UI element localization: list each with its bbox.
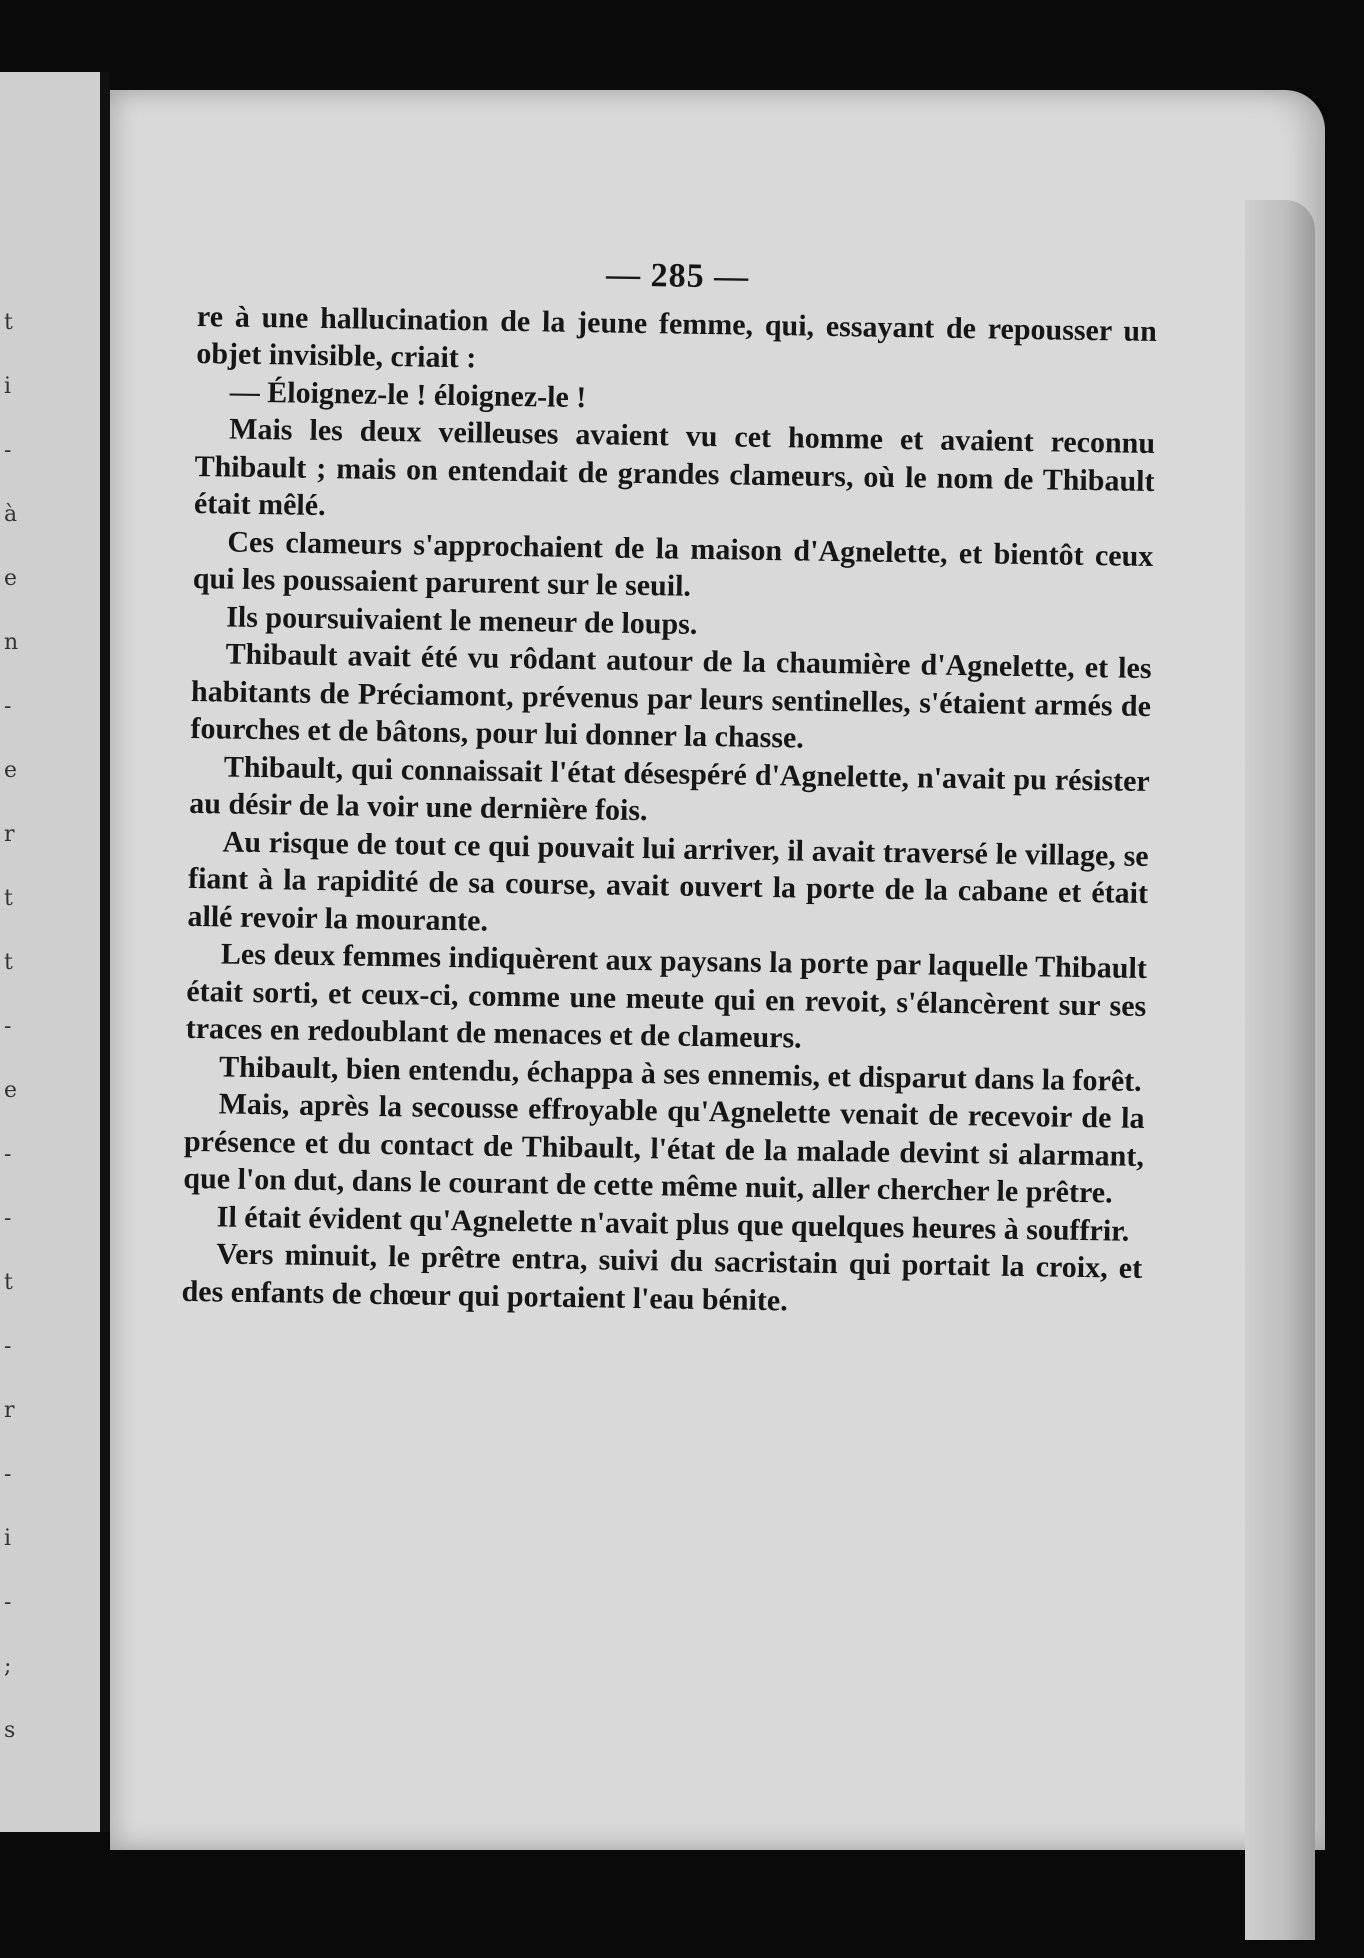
paragraph: Thibault, bien entendu, échappa à ses ennemis, et disparut dans la forêt. [218, 1049, 1142, 1098]
page-fore-edge [1245, 200, 1315, 1940]
left-page-fragment: t [4, 886, 13, 911]
paragraph: Les deux femmes indiquèrent aux paysans la porte par laquelle Thibault était sorti, et ceux-ci, comme une meute qui en revoit, s'élancèrent sur ses traces en redoublant de menaces et de clameurs. [185, 937, 1148, 1055]
paragraph: Thibault, qui connaissait l'état désespéré d'Agnelette, n'avait pu résister au désir de la voir une dernière fois. [189, 749, 1151, 828]
paragraph: Mais, après la secousse effroyable qu'Agnelette venait de recevoir de la présence et du contact de Thibault, l'état de la malade devint si alarmant, que l'on dut, dans le courant de cette même nuit, aller chercher le prêtre. [183, 1087, 1145, 1210]
left-page-fragment: r [4, 822, 15, 847]
paragraph: Ils poursuivaient le meneur de loups. [225, 599, 698, 641]
left-page-edge [0, 72, 110, 1832]
left-page-fragment: t [4, 950, 13, 975]
left-page-fragment: - [4, 1334, 12, 1359]
left-page-fragment: r [4, 1398, 15, 1423]
left-page-fragment: s [4, 1718, 16, 1743]
left-page-fragment: à [4, 502, 18, 527]
left-page-fragment: n [4, 630, 19, 655]
paragraph: Mais les deux veilleuses avaient vu cet homme et avaient reconnu Thibault ; mais on entendait de grandes clameurs, où le nom de Thibault était mêlé. [193, 412, 1156, 523]
left-page-fragment: - [4, 694, 12, 719]
paragraph: Au risque de tout ce qui pouvait lui arriver, il avait traversé le village, se fiant à la rapidité de sa course, avait ouvert la porte de la cabane et était allé revoir la mourante. [187, 824, 1149, 938]
left-page-fragment: i [4, 1526, 12, 1551]
book-page [110, 90, 1325, 1850]
paragraph: re à une hallucination de la jeune femme, qui, essayant de repousser un objet invisible, criait : [196, 299, 1158, 375]
paragraph: Thibault avait été vu rôdant autour de la chaumière d'Agnelette, et les habitants de Préciamont, prévenus par leurs sentinelles, s'étaient armés de fourches et de bâtons, pour lui donner la chasse. [190, 637, 1152, 755]
left-page-fragment: - [4, 1462, 12, 1487]
dialogue-line: — Éloignez-le ! éloignez-le ! [229, 375, 587, 414]
left-page-fragment: - [4, 1206, 12, 1231]
left-page-fragment: t [4, 1270, 13, 1295]
left-page-fragment: - [4, 438, 12, 463]
paragraph: Ces clameurs s'approchaient de la maison d'Agnelette, et bientôt ceux qui les poussaient parurent sur le seuil. [192, 525, 1154, 603]
left-page-fragment: - [4, 1014, 12, 1039]
left-page-fragment: i [4, 374, 12, 399]
left-page-fragment: ; [4, 1654, 12, 1679]
left-page-fragment: - [4, 1590, 12, 1615]
left-page-fragment: e [4, 758, 18, 783]
left-page-fragment: e [4, 1078, 18, 1103]
page-number: — 285 — [605, 256, 750, 296]
paragraph: Vers minuit, le prêtre entra, suivi du sacristain qui portait la croix, et des enfants de chœur qui portaient l'eau bénite. [181, 1237, 1143, 1317]
left-page-fragment: e [4, 566, 18, 591]
left-page-fragment: - [4, 1142, 12, 1167]
paragraph: Il était évident qu'Agnelette n'avait plus que quelques heures à souffrir. [216, 1199, 1130, 1248]
left-page-fragment: t [4, 310, 13, 335]
page-text [181, 250, 1158, 1325]
